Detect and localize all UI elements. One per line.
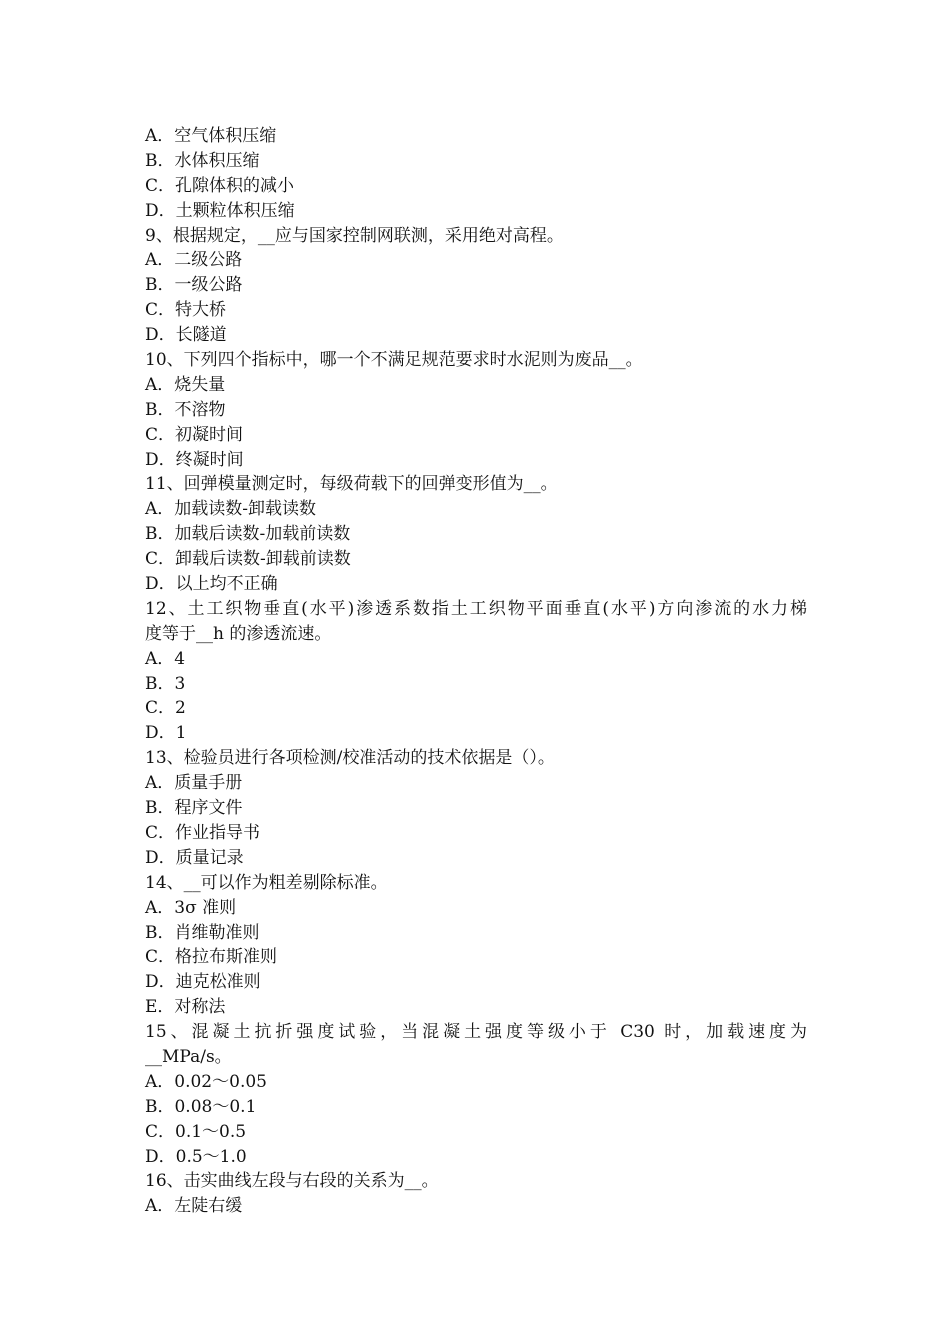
- option-line: C．作业指导书: [145, 822, 261, 843]
- option-line: C．孔隙体积的减小: [145, 175, 295, 196]
- option-line: D．迪克松准则: [145, 972, 261, 993]
- option-line: A．4: [145, 648, 186, 669]
- option-line: B．水体积压缩: [145, 150, 260, 171]
- option-line: B．3: [145, 673, 186, 694]
- question-16: 16、击实曲线左段与右段的关系为__。: [145, 1171, 439, 1192]
- question-12: 12、土工织物垂直(水平)渗透系数指土工织物平面垂直(水平)方向渗流的水力梯: [145, 598, 807, 619]
- option-line: C．格拉布斯准则: [145, 947, 278, 968]
- option-line: A．空气体积压缩: [145, 126, 277, 146]
- option-line: B．程序文件: [145, 798, 243, 819]
- option-line: A．加载读数-卸载读数: [145, 499, 317, 520]
- option-line: B．0.08～0.1: [145, 1096, 257, 1117]
- option-line: C．初凝时间: [145, 424, 244, 445]
- option-line: A．0.02～0.05: [145, 1071, 267, 1092]
- option-line: D．终凝时间: [145, 449, 244, 470]
- option-line: C．0.1～0.5: [145, 1121, 247, 1142]
- option-line: D．1: [145, 723, 187, 744]
- question-12-continued: 度等于__h 的渗透流速。: [145, 623, 332, 644]
- option-line: D．以上均不正确: [145, 574, 278, 595]
- option-line: D．长隧道: [145, 325, 227, 346]
- option-line: C．特大桥: [145, 300, 227, 321]
- question-13: 13、检验员进行各项检测/校准活动的技术依据是（）。: [145, 748, 555, 769]
- option-line: B．不溶物: [145, 399, 226, 420]
- option-line: C．2: [145, 698, 186, 719]
- option-line: D．土颗粒体积压缩: [145, 200, 295, 221]
- option-line: B．一级公路: [145, 275, 243, 296]
- question-14: 14、__可以作为粗差剔除标准。: [145, 872, 388, 893]
- option-line: C．卸载后读数-卸载前读数: [145, 549, 351, 570]
- document-body: [145, 124, 807, 1219]
- question-10: 10、下列四个指标中，哪一个不满足规范要求时水泥则为废品__。: [145, 350, 643, 371]
- question-11: 11、回弹模量测定时，每级荷载下的回弹变形值为__。: [145, 474, 558, 495]
- option-line: A．二级公路: [145, 250, 243, 271]
- option-line: B．肖维勒准则: [145, 922, 260, 943]
- option-line: E．对称法: [145, 997, 226, 1018]
- option-line: D．0.5～1.0: [145, 1146, 247, 1167]
- question-15-continued: __MPa/s。: [145, 1046, 232, 1067]
- option-line: D．质量记录: [145, 847, 244, 868]
- option-line: A．左陡右缓: [145, 1196, 243, 1217]
- option-line: A．质量手册: [145, 773, 243, 794]
- question-9: 9、根据规定，__应与国家控制网联测，采用绝对高程。: [145, 225, 564, 246]
- option-line: A．烧失量: [145, 374, 226, 395]
- option-line: B．加载后读数-加载前读数: [145, 524, 351, 545]
- option-line: A．3σ 准则: [145, 897, 237, 918]
- question-15: 15、混凝土抗折强度试验，当混凝土强度等级小于 C30 时，加载速度为: [145, 1022, 807, 1043]
